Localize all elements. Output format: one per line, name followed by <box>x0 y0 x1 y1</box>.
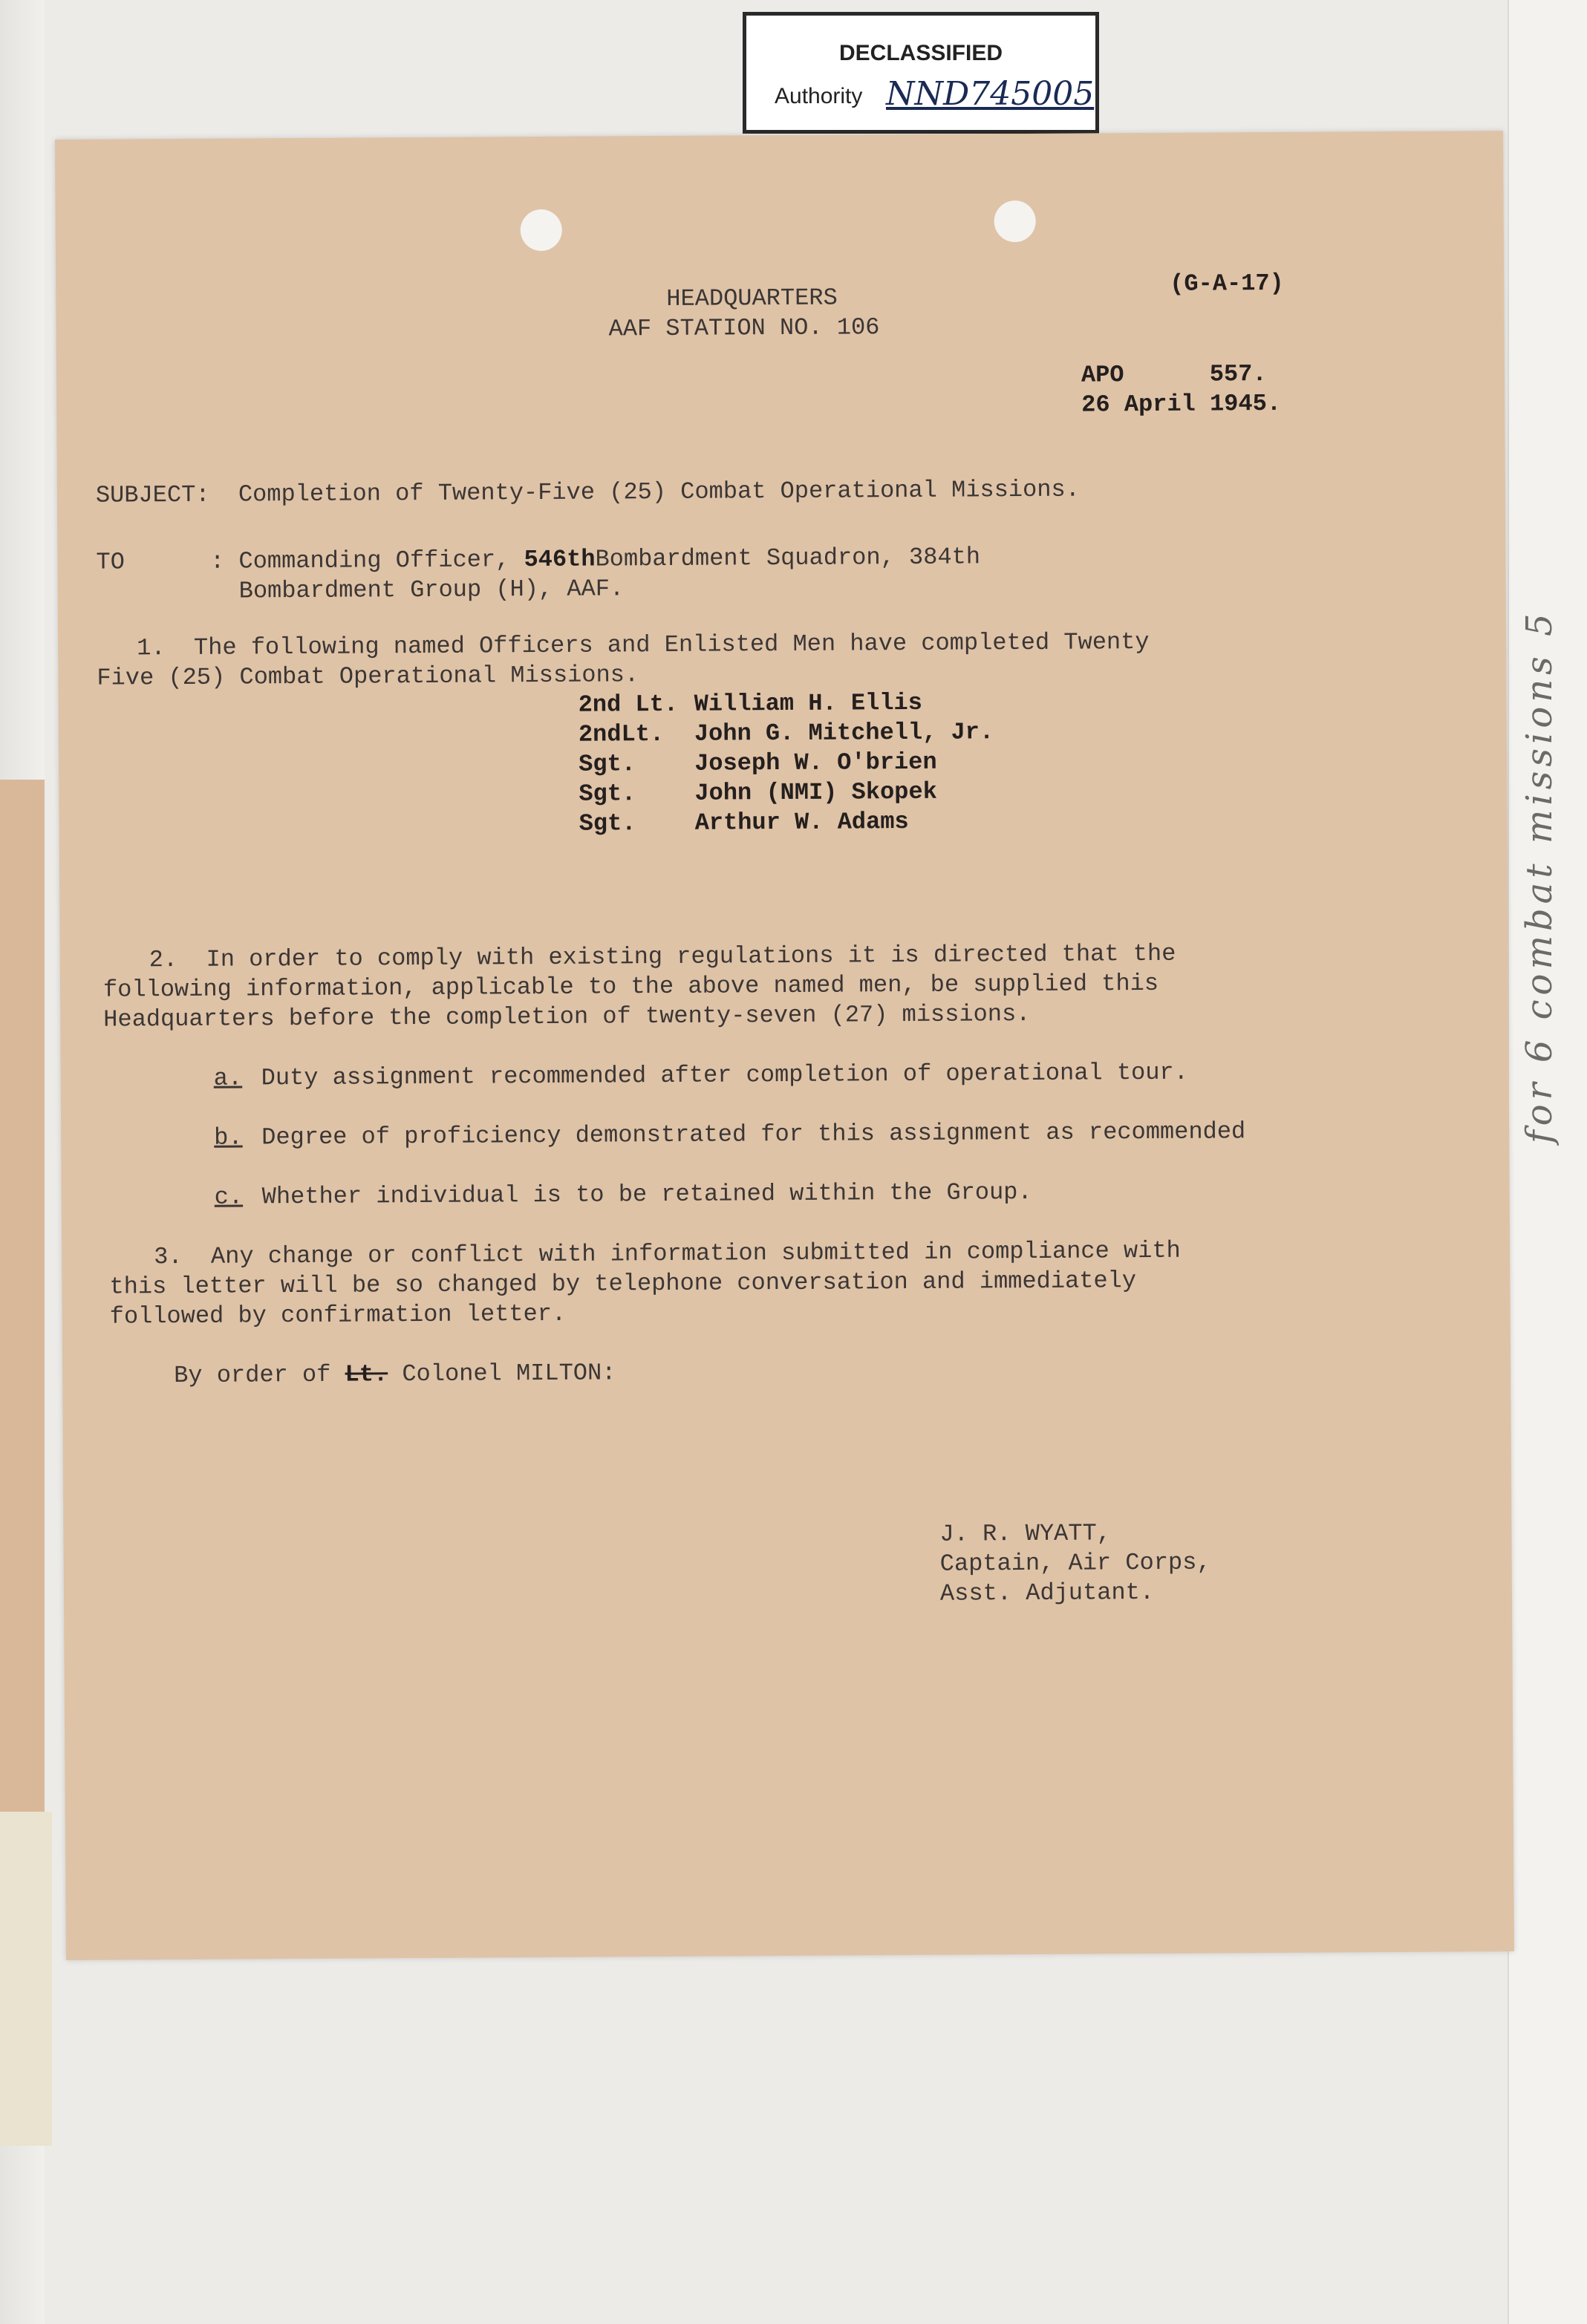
subject-label: SUBJECT: <box>95 480 210 509</box>
to-line1-a: Commanding Officer, <box>238 546 524 575</box>
item-text: Degree of proficiency demonstrated for this assignment as recommended <box>261 1117 1246 1152</box>
item-text: Whether individual is to be retained within the Group. <box>261 1178 1032 1211</box>
roster-name: Arthur W. Adams <box>694 807 909 837</box>
to-line2: Bombardment Group (H), AAF. <box>238 575 625 605</box>
handwritten-margin-note: for 6 combat missions 5 <box>1519 609 1560 1143</box>
subject-text: Completion of Twenty-Five (25) Combat Operational Missions. <box>238 475 1081 509</box>
file-code: (G-A-17) <box>1170 269 1284 298</box>
item-letter: b. <box>214 1123 243 1152</box>
para2-line2: following information, applicable to the above named men, be supplied this <box>102 969 1159 1004</box>
squadron-number: 546th <box>524 545 596 574</box>
to-line1-c: Bombardment Squadron, 384th <box>595 543 981 573</box>
para1-line2: Five (25) Combat Operational Missions. <box>97 661 639 692</box>
item-text: Duty assignment recommended after completion of operational tour. <box>261 1058 1189 1092</box>
stamp-authority-label: Authority <box>775 84 863 108</box>
roster-rank: Sgt. <box>579 780 636 808</box>
punch-hole-right <box>994 200 1036 242</box>
stamp-authority-value: NND745005 <box>886 75 1095 113</box>
header-headquarters: HEADQUARTERS <box>666 284 838 313</box>
roster-name: William H. Ellis <box>694 688 923 718</box>
letter-date: 26 April 1945. <box>1081 389 1282 419</box>
para3-line3: followed by confirmation letter. <box>109 1299 567 1331</box>
roster-rank: 2nd Lt. <box>578 690 679 719</box>
item-letter: a. <box>213 1064 243 1092</box>
para2-line1: 2. In order to comply with existing regulations it is directed that the <box>149 939 1176 974</box>
header-station: AAF STATION NO. 106 <box>608 313 880 343</box>
roster-rank: Sgt. <box>579 809 636 838</box>
order-line-a: By order of <box>174 1360 345 1390</box>
to-label: TO : <box>96 547 225 576</box>
underlying-sheet <box>0 780 45 1812</box>
para1-line1: 1. The following named Officers and Enlisted Men have completed Twenty <box>137 628 1150 662</box>
signature-rank: Captain, Air Corps, <box>939 1548 1211 1578</box>
letter-page <box>55 131 1514 1960</box>
roster-rank: 2ndLt. <box>578 720 665 748</box>
to-line1 <box>238 542 980 576</box>
struck-rank: Lt. <box>345 1360 388 1388</box>
para3-line1: 3. Any change or conflict with information submitted in compliance with <box>154 1236 1181 1271</box>
signature-name: J. R. WYATT, <box>939 1519 1112 1548</box>
roster-name: Joseph W. O'brien <box>694 748 937 777</box>
apo-number: APO 557. <box>1081 360 1267 389</box>
para2-line3: Headquarters before the completion of twenty-seven (27) missions. <box>103 999 1031 1034</box>
roster-name: John G. Mitchell, Jr. <box>694 718 994 748</box>
declassified-stamp <box>743 12 1099 134</box>
para3-line2: this letter will be so changed by telephone conversation and immediately <box>109 1267 1137 1301</box>
order-line <box>174 1358 616 1391</box>
stamp-title: DECLASSIFIED <box>838 41 1003 65</box>
roster-rank: Sgt. <box>579 750 636 778</box>
roster-name: John (NMI) Skopek <box>694 777 937 807</box>
signature-title: Asst. Adjutant. <box>939 1578 1155 1607</box>
item-letter: c. <box>214 1183 244 1211</box>
order-line-b: Colonel MILTON: <box>388 1359 616 1388</box>
underlying-sheet-lower <box>0 1812 52 2146</box>
punch-hole-left <box>521 209 562 251</box>
